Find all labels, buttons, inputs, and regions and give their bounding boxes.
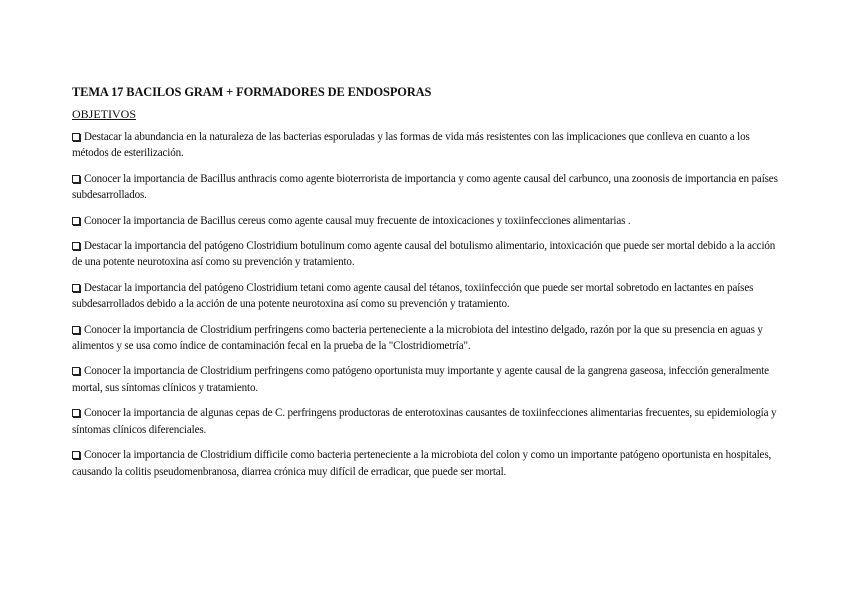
list-item bbox=[72, 213, 780, 229]
list-item bbox=[72, 238, 780, 271]
objective-text: Destacar la importancia del patógeno Clostridium botulinum como agente causal del botulismo alimentario, intoxicación que puede ser mortal debido a la acción de una potente neurotoxina así como su prevención y tratamiento. bbox=[72, 240, 776, 269]
list-item bbox=[72, 280, 780, 313]
objective-text: Conocer la importancia de Bacillus cereus como agente causal muy frecuente de intoxicaciones y toxiinfecciones alimentarias . bbox=[84, 214, 631, 227]
checkbox-bullet-icon bbox=[72, 367, 80, 375]
objectives-list bbox=[72, 129, 780, 480]
checkbox-bullet-icon bbox=[72, 326, 80, 334]
checkbox-bullet-icon bbox=[72, 133, 80, 141]
objective-text: Destacar la abundancia en la naturaleza de las bacterias esporuladas y las formas de vida más resistentes con las implicaciones que conlleva en cuanto a los métodos de esterilización. bbox=[72, 131, 750, 160]
checkbox-bullet-icon bbox=[72, 409, 80, 417]
objective-text: Conocer la importancia de Clostridium perfringens como patógeno oportunista muy importante y agente causal de la gangrena gaseosa, infección generalmente mortal, sus síntomas clínicos y tratamiento. bbox=[72, 365, 769, 394]
section-heading: OBJETIVOS bbox=[72, 107, 137, 121]
checkbox-bullet-icon bbox=[72, 451, 80, 459]
checkbox-bullet-icon bbox=[72, 284, 80, 292]
page-title: TEMA 17 BACILOS GRAM + FORMADORES DE ENDOSPORAS bbox=[72, 85, 432, 99]
list-item bbox=[72, 322, 780, 355]
objective-text: Conocer la importancia de Clostridium difficile como bacteria perteneciente a la microbiota del colon y como un importante patógeno oportunista en hospitales, causando la colitis pseudomenbranosa, diarrea crónica muy difícil de erradicar, que puede ser mortal. bbox=[72, 449, 772, 478]
objective-text: Conocer la importancia de Bacillus anthracis como agente bioterrorista de importancia y como agente causal del carbunco, una zoonosis de importancia en países subdesarrollados. bbox=[72, 172, 778, 202]
objective-text: Conocer la importancia de algunas cepas de C. perfringens productoras de enterotoxinas causantes de toxiinfecciones alimentarias frecuentes, su epidemiología y síntomas clínicos diferenciales. bbox=[72, 407, 777, 436]
document-content bbox=[72, 84, 780, 489]
list-item bbox=[72, 447, 780, 480]
checkbox-bullet-icon bbox=[72, 175, 80, 183]
list-item bbox=[72, 129, 780, 162]
list-item bbox=[72, 405, 780, 438]
objective-text: Conocer la importancia de Clostridium perfringens como bacteria perteneciente a la microbiota del intestino delgado, razón por la que su presencia en aguas y alimentos y se usa como índice de contaminación fecal en la prueba de la "Clostridiometría". bbox=[72, 323, 763, 353]
list-item bbox=[72, 171, 780, 204]
objective-text: Destacar la importancia del patógeno Clostridium tetani como agente causal del tétanos, toxiinfección que puede ser mortal sobretodo en lactantes en países subdesarrollados debido a la acción de una potente neurotoxina así como su prevención y tratamiento. bbox=[72, 281, 754, 311]
checkbox-bullet-icon bbox=[72, 242, 80, 250]
checkbox-bullet-icon bbox=[72, 217, 80, 225]
list-item bbox=[72, 363, 780, 396]
